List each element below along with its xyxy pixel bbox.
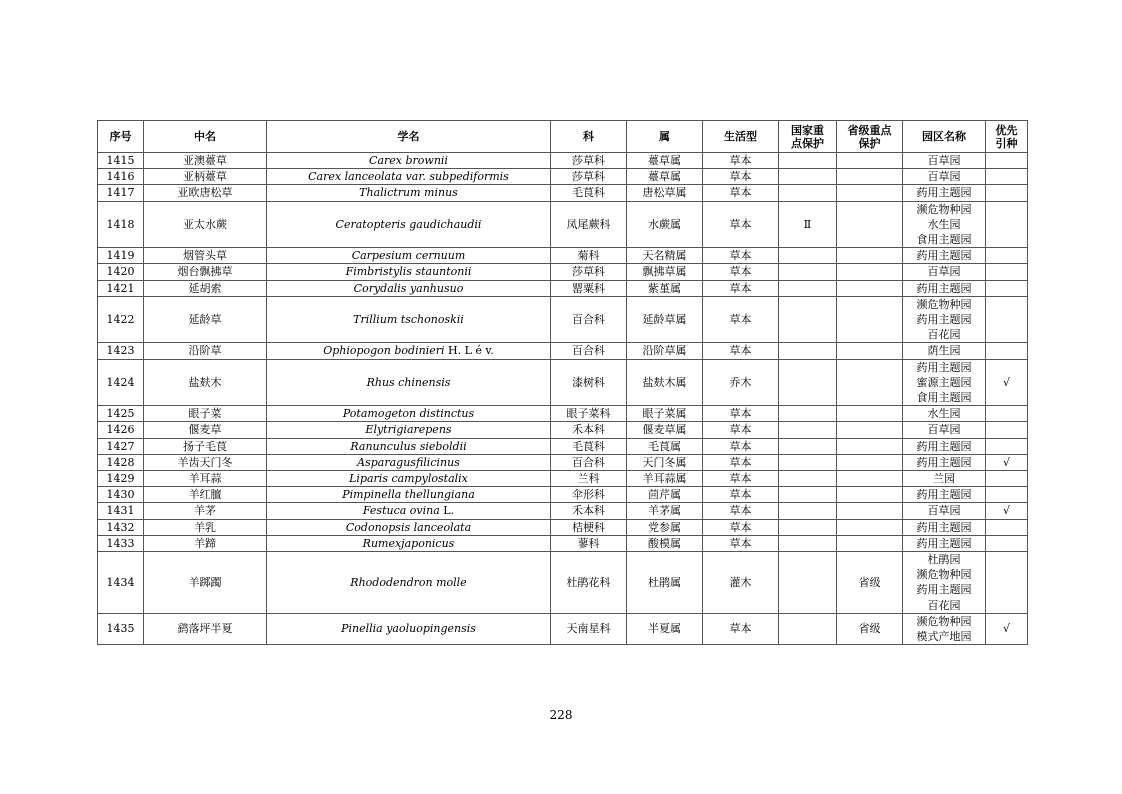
family-cell: 罂粟科: [551, 280, 627, 296]
table-row: [98, 503, 1028, 519]
family-cell: 百合科: [551, 296, 627, 343]
family-cell: 兰科: [551, 471, 627, 487]
garden-names-cell: [903, 438, 986, 454]
provincial-protection-cell: [837, 264, 903, 280]
priority-introduction-cell: √: [986, 613, 1028, 644]
life-form-cell: 草本: [703, 201, 779, 248]
chinese-name-cell: 羊齿天门冬: [144, 454, 267, 470]
serial-cell: 1421: [98, 280, 144, 296]
scientific-name-cell: [267, 613, 551, 644]
priority-introduction-cell: [986, 296, 1028, 343]
national-protection-cell: [779, 519, 837, 535]
header-cell: 属: [627, 121, 703, 153]
genus-cell: 天门冬属: [627, 454, 703, 470]
scientific-name: Codonopsis lanceolata: [345, 520, 472, 534]
garden-name: 百草园: [927, 423, 961, 437]
genus-cell: 薹草属: [627, 153, 703, 169]
scientific-name: Festuca ovina: [362, 504, 440, 518]
header-cell: 中名: [144, 121, 267, 153]
scientific-name: Corydalis yanhusuo: [353, 281, 464, 295]
genus-cell: 偃麦草属: [627, 422, 703, 438]
garden-names-cell: [903, 613, 986, 644]
life-form-cell: 草本: [703, 422, 779, 438]
provincial-protection-cell: 省级: [837, 552, 903, 614]
scientific-name-cell: [267, 280, 551, 296]
scientific-name-cell: [267, 248, 551, 264]
scientific-name-cell: [267, 406, 551, 422]
garden-names-cell: [903, 519, 986, 535]
genus-cell: 党参属: [627, 519, 703, 535]
serial-cell: 1423: [98, 343, 144, 359]
garden-name: 百草园: [927, 154, 961, 167]
genus-cell: 毛茛属: [627, 438, 703, 454]
provincial-protection-cell: [837, 471, 903, 487]
life-form-cell: 草本: [703, 519, 779, 535]
priority-introduction-cell: [986, 406, 1028, 422]
family-cell: 毛茛科: [551, 438, 627, 454]
family-cell: 莎草科: [551, 153, 627, 169]
garden-name: 濒危物种园: [916, 202, 972, 216]
chinese-name-cell: 羊红膻: [144, 487, 267, 503]
provincial-protection-cell: [837, 169, 903, 185]
provincial-protection-cell: [837, 406, 903, 422]
scientific-name-cell: [267, 422, 551, 438]
life-form-cell: 草本: [703, 471, 779, 487]
scientific-name: Trillium tschonoskii: [353, 313, 464, 327]
garden-name: 食用主题园: [916, 233, 972, 247]
serial-cell: 1426: [98, 422, 144, 438]
table-header-row: [98, 121, 1028, 153]
chinese-name-cell: 羊乳: [144, 519, 267, 535]
garden-names-cell: [903, 280, 986, 296]
life-form-cell: 草本: [703, 406, 779, 422]
scientific-name: Fimbristylis stauntonii: [345, 265, 472, 279]
garden-names-cell: [903, 343, 986, 359]
provincial-protection-cell: 省级: [837, 613, 903, 644]
garden-names-cell: [903, 471, 986, 487]
garden-names-cell: [903, 153, 986, 169]
table-row: [98, 169, 1028, 185]
family-cell: 眼子菜科: [551, 406, 627, 422]
national-protection-cell: [779, 343, 837, 359]
genus-cell: 酸模属: [627, 535, 703, 551]
genus-cell: 薹草属: [627, 169, 703, 185]
chinese-name-cell: 鹞落坪半夏: [144, 613, 267, 644]
table-row: [98, 454, 1028, 470]
genus-cell: 沿阶草属: [627, 343, 703, 359]
priority-introduction-cell: [986, 471, 1028, 487]
national-protection-cell: [779, 359, 837, 406]
scientific-name-cell: [267, 519, 551, 535]
national-protection-cell: [779, 280, 837, 296]
header-cell: 省级重点 保护: [837, 121, 903, 153]
family-cell: 禾本科: [551, 422, 627, 438]
table-row: [98, 519, 1028, 535]
life-form-cell: 草本: [703, 487, 779, 503]
table-row: [98, 552, 1028, 614]
chinese-name-cell: 亚太水蕨: [144, 201, 267, 248]
garden-names-cell: [903, 454, 986, 470]
table-row: [98, 185, 1028, 201]
national-protection-cell: [779, 552, 837, 614]
priority-introduction-cell: [986, 185, 1028, 201]
garden-name: 百草园: [927, 170, 961, 184]
chinese-name-cell: 偃麦草: [144, 422, 267, 438]
scientific-name: Pimpinella thellungiana: [342, 488, 475, 502]
scientific-name-cell: [267, 296, 551, 343]
header-cell: 园区名称: [903, 121, 986, 153]
priority-introduction-cell: √: [986, 503, 1028, 519]
serial-cell: 1431: [98, 503, 144, 519]
table-row: [98, 471, 1028, 487]
provincial-protection-cell: [837, 343, 903, 359]
serial-cell: 1430: [98, 487, 144, 503]
table-row: [98, 201, 1028, 248]
family-cell: 杜鹃花科: [551, 552, 627, 614]
garden-names-cell: [903, 185, 986, 201]
genus-cell: 茴芹属: [627, 487, 703, 503]
priority-introduction-cell: [986, 422, 1028, 438]
scientific-name: Liparis campylostalix: [349, 472, 468, 486]
genus-cell: 半夏属: [627, 613, 703, 644]
provincial-protection-cell: [837, 280, 903, 296]
life-form-cell: 草本: [703, 264, 779, 280]
garden-name: 兰园: [933, 472, 955, 486]
garden-name: 食用主题园: [916, 391, 972, 405]
garden-name: 药用主题园: [916, 536, 972, 550]
serial-cell: 1428: [98, 454, 144, 470]
scientific-name: Ophiopogon bodinieri: [323, 344, 445, 358]
garden-name: 杜鹃园: [927, 553, 961, 567]
national-protection-cell: [779, 454, 837, 470]
garden-name: 药用主题园: [916, 455, 972, 469]
genus-cell: 眼子菜属: [627, 406, 703, 422]
family-cell: 菊科: [551, 248, 627, 264]
garden-names-cell: [903, 201, 986, 248]
genus-cell: 羊茅属: [627, 503, 703, 519]
serial-cell: 1427: [98, 438, 144, 454]
life-form-cell: 草本: [703, 248, 779, 264]
genus-cell: 延龄草属: [627, 296, 703, 343]
table-row: [98, 264, 1028, 280]
serial-cell: 1434: [98, 552, 144, 614]
serial-cell: 1424: [98, 359, 144, 406]
chinese-name-cell: 烟台飘拂草: [144, 264, 267, 280]
chinese-name-cell: 羊茅: [144, 503, 267, 519]
family-cell: 毛茛科: [551, 185, 627, 201]
serial-cell: 1420: [98, 264, 144, 280]
national-protection-cell: [779, 503, 837, 519]
scientific-name: Carex lanceolata var. subpediformis: [308, 170, 509, 184]
chinese-name-cell: 延龄草: [144, 296, 267, 343]
life-form-cell: 草本: [703, 454, 779, 470]
provincial-protection-cell: [837, 185, 903, 201]
serial-cell: 1429: [98, 471, 144, 487]
header-cell: 学名: [267, 121, 551, 153]
garden-names-cell: [903, 359, 986, 406]
serial-cell: 1422: [98, 296, 144, 343]
garden-name: 药用主题园: [916, 281, 972, 295]
table-row: [98, 422, 1028, 438]
scientific-name: Ranunculus sieboldii: [350, 439, 467, 453]
scientific-name-cell: [267, 264, 551, 280]
family-cell: 桔梗科: [551, 519, 627, 535]
serial-cell: 1417: [98, 185, 144, 201]
serial-cell: 1416: [98, 169, 144, 185]
family-cell: 百合科: [551, 454, 627, 470]
national-protection-cell: [779, 487, 837, 503]
garden-name: 药用主题园: [916, 249, 972, 263]
scientific-name: Ceratopteris gaudichaudii: [335, 217, 482, 231]
life-form-cell: 草本: [703, 280, 779, 296]
scientific-name-cell: [267, 438, 551, 454]
scientific-name: Asparagusfilicinus: [357, 455, 460, 469]
national-protection-cell: Ⅱ: [779, 201, 837, 248]
priority-introduction-cell: [986, 487, 1028, 503]
family-cell: 凤尾蕨科: [551, 201, 627, 248]
table-row: [98, 406, 1028, 422]
garden-name: 药用主题园: [916, 583, 972, 597]
garden-names-cell: [903, 422, 986, 438]
genus-cell: 天名精属: [627, 248, 703, 264]
garden-name: 濒危物种园: [916, 568, 972, 582]
provincial-protection-cell: [837, 519, 903, 535]
table-body: [98, 153, 1028, 645]
provincial-protection-cell: [837, 359, 903, 406]
provincial-protection-cell: [837, 201, 903, 248]
priority-introduction-cell: [986, 280, 1028, 296]
national-protection-cell: [779, 422, 837, 438]
priority-introduction-cell: [986, 343, 1028, 359]
serial-cell: 1425: [98, 406, 144, 422]
provincial-protection-cell: [837, 296, 903, 343]
priority-introduction-cell: [986, 535, 1028, 551]
scientific-name: Elytrigiarepens: [365, 423, 452, 437]
genus-cell: 紫堇属: [627, 280, 703, 296]
table-row: [98, 248, 1028, 264]
table-row: [98, 438, 1028, 454]
provincial-protection-cell: [837, 422, 903, 438]
life-form-cell: 草本: [703, 535, 779, 551]
scientific-name-cell: [267, 487, 551, 503]
garden-names-cell: [903, 169, 986, 185]
garden-name: 水生园: [927, 407, 961, 421]
genus-cell: 杜鹃属: [627, 552, 703, 614]
chinese-name-cell: 延胡索: [144, 280, 267, 296]
life-form-cell: 草本: [703, 153, 779, 169]
scientific-name-cell: [267, 169, 551, 185]
family-cell: 禾本科: [551, 503, 627, 519]
serial-cell: 1435: [98, 613, 144, 644]
family-cell: 莎草科: [551, 169, 627, 185]
genus-cell: 盐麸木属: [627, 359, 703, 406]
garden-name: 百草园: [927, 265, 961, 279]
life-form-cell: 草本: [703, 438, 779, 454]
garden-names-cell: [903, 503, 986, 519]
author-citation: L.: [439, 504, 455, 518]
provincial-protection-cell: [837, 153, 903, 169]
priority-introduction-cell: [986, 438, 1028, 454]
priority-introduction-cell: [986, 519, 1028, 535]
serial-cell: 1432: [98, 519, 144, 535]
national-protection-cell: [779, 153, 837, 169]
chinese-name-cell: 亚欧唐松草: [144, 185, 267, 201]
table-row: [98, 535, 1028, 551]
chinese-name-cell: 盐麸木: [144, 359, 267, 406]
species-table: [97, 120, 1028, 645]
header-cell: 科: [551, 121, 627, 153]
author-citation: H. L é v.: [444, 344, 494, 358]
life-form-cell: 草本: [703, 613, 779, 644]
scientific-name: Rhododendron molle: [350, 575, 467, 589]
family-cell: 蓼科: [551, 535, 627, 551]
garden-name: 蜜源主题园: [916, 375, 972, 389]
family-cell: 天南星科: [551, 613, 627, 644]
scientific-name-cell: [267, 185, 551, 201]
priority-introduction-cell: [986, 201, 1028, 248]
national-protection-cell: [779, 613, 837, 644]
priority-introduction-cell: [986, 153, 1028, 169]
chinese-name-cell: 羊踯躅: [144, 552, 267, 614]
family-cell: 漆树科: [551, 359, 627, 406]
scientific-name-cell: [267, 343, 551, 359]
scientific-name-cell: [267, 201, 551, 248]
garden-name: 药用主题园: [916, 313, 972, 327]
provincial-protection-cell: [837, 438, 903, 454]
scientific-name: Pinellia yaoluopingensis: [341, 622, 476, 636]
garden-name: 药用主题园: [916, 186, 972, 200]
provincial-protection-cell: [837, 487, 903, 503]
national-protection-cell: [779, 406, 837, 422]
life-form-cell: 草本: [703, 169, 779, 185]
priority-introduction-cell: √: [986, 359, 1028, 406]
national-protection-cell: [779, 535, 837, 551]
chinese-name-cell: 眼子菜: [144, 406, 267, 422]
scientific-name-cell: [267, 503, 551, 519]
national-protection-cell: [779, 264, 837, 280]
table-row: [98, 487, 1028, 503]
table-row: [98, 153, 1028, 169]
garden-names-cell: [903, 535, 986, 551]
national-protection-cell: [779, 169, 837, 185]
scientific-name-cell: [267, 471, 551, 487]
chinese-name-cell: 扬子毛茛: [144, 438, 267, 454]
chinese-name-cell: 沿阶草: [144, 343, 267, 359]
garden-names-cell: [903, 264, 986, 280]
life-form-cell: 灌木: [703, 552, 779, 614]
priority-introduction-cell: [986, 169, 1028, 185]
scientific-name: Rumexjaponicus: [362, 536, 455, 550]
chinese-name-cell: 烟管头草: [144, 248, 267, 264]
garden-name: 模式产地园: [916, 630, 972, 644]
genus-cell: 羊耳蒜属: [627, 471, 703, 487]
national-protection-cell: [779, 471, 837, 487]
scientific-name: Potamogeton distinctus: [342, 407, 475, 421]
provincial-protection-cell: [837, 248, 903, 264]
scientific-name-cell: [267, 535, 551, 551]
table-row: [98, 343, 1028, 359]
header-cell: 国家重 点保护: [779, 121, 837, 153]
garden-names-cell: [903, 406, 986, 422]
genus-cell: 飘拂草属: [627, 264, 703, 280]
life-form-cell: 草本: [703, 296, 779, 343]
family-cell: 伞形科: [551, 487, 627, 503]
serial-cell: 1433: [98, 535, 144, 551]
provincial-protection-cell: [837, 454, 903, 470]
national-protection-cell: [779, 438, 837, 454]
provincial-protection-cell: [837, 503, 903, 519]
table-row: [98, 280, 1028, 296]
life-form-cell: 乔木: [703, 359, 779, 406]
scientific-name: Thalictrum minus: [359, 186, 458, 200]
genus-cell: 水蕨属: [627, 201, 703, 248]
garden-name: 药用主题园: [916, 488, 972, 502]
scientific-name: Carex brownii: [369, 154, 448, 167]
page-number: 228: [549, 708, 573, 722]
serial-cell: 1419: [98, 248, 144, 264]
life-form-cell: 草本: [703, 185, 779, 201]
garden-names-cell: [903, 296, 986, 343]
chinese-name-cell: 亚柄薹草: [144, 169, 267, 185]
garden-names-cell: [903, 248, 986, 264]
chinese-name-cell: 羊蹄: [144, 535, 267, 551]
table-row: [98, 359, 1028, 406]
table-row: [98, 296, 1028, 343]
chinese-name-cell: 羊耳蒜: [144, 471, 267, 487]
priority-introduction-cell: [986, 264, 1028, 280]
national-protection-cell: [779, 248, 837, 264]
priority-introduction-cell: [986, 552, 1028, 614]
garden-name: 药用主题园: [916, 520, 972, 534]
table-row: [98, 613, 1028, 644]
garden-name: 荫生园: [927, 344, 961, 358]
garden-name: 百草园: [927, 504, 961, 518]
family-cell: 莎草科: [551, 264, 627, 280]
scientific-name-cell: [267, 153, 551, 169]
garden-names-cell: [903, 487, 986, 503]
garden-name: 濒危物种园: [916, 297, 972, 311]
scientific-name-cell: [267, 359, 551, 406]
life-form-cell: 草本: [703, 343, 779, 359]
serial-cell: 1418: [98, 201, 144, 248]
garden-name: 药用主题园: [916, 360, 972, 374]
header-cell: 优先 引种: [986, 121, 1028, 153]
garden-name: 水生园: [927, 217, 961, 231]
header-cell: 生活型: [703, 121, 779, 153]
scientific-name: Rhus chinensis: [366, 375, 451, 389]
priority-introduction-cell: [986, 248, 1028, 264]
genus-cell: 唐松草属: [627, 185, 703, 201]
garden-names-cell: [903, 552, 986, 614]
serial-cell: 1415: [98, 153, 144, 169]
garden-name: 药用主题园: [916, 439, 972, 453]
header-cell: 序号: [98, 121, 144, 153]
life-form-cell: 草本: [703, 503, 779, 519]
scientific-name-cell: [267, 552, 551, 614]
provincial-protection-cell: [837, 535, 903, 551]
scientific-name-cell: [267, 454, 551, 470]
chinese-name-cell: 亚澳薹草: [144, 153, 267, 169]
priority-introduction-cell: √: [986, 454, 1028, 470]
garden-name: 百花园: [927, 598, 961, 612]
national-protection-cell: [779, 296, 837, 343]
garden-name: 百花园: [927, 328, 961, 342]
garden-name: 濒危物种园: [916, 614, 972, 628]
scientific-name: Carpesium cernuum: [351, 249, 466, 263]
family-cell: 百合科: [551, 343, 627, 359]
national-protection-cell: [779, 185, 837, 201]
